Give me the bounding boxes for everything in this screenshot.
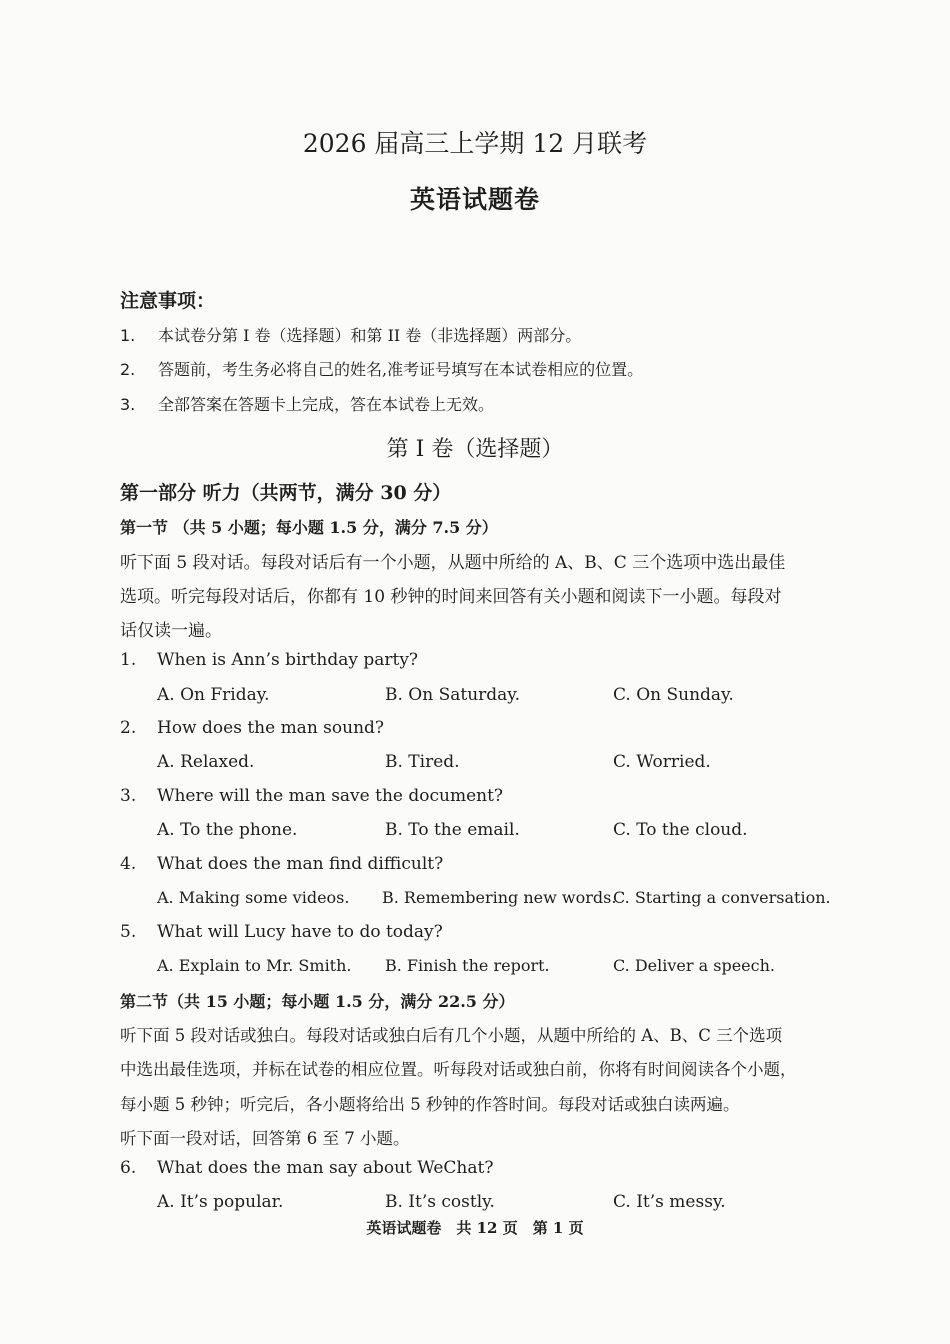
question-text: What does the man find difficult? <box>157 854 444 874</box>
question-3 <box>120 786 503 806</box>
question-text: What does the man say about WeChat? <box>157 1158 494 1178</box>
question-number: 4. <box>120 854 137 874</box>
notice-text: 答题前，考生务必将自己的姓名,准考证号填写在本试卷相应的位置。 <box>158 360 644 379</box>
question-5 <box>120 922 443 942</box>
option-b: B. To the email. <box>385 820 520 840</box>
notice-number: 3. <box>120 395 136 414</box>
section1-instruction-line: 选项。听完每段对话后，你都有 10 秒钟的时间来回答有关小题和阅读下一小题。每段对 <box>120 587 782 607</box>
question-number: 6. <box>120 1158 137 1178</box>
question-6 <box>120 1158 493 1178</box>
exam-subtitle: 英语试题卷 <box>409 185 540 214</box>
option-c: C. Deliver a speech. <box>613 956 775 975</box>
section2-instruction-line: 听下面一段对话，回答第 6 至 7 小题。 <box>120 1129 410 1148</box>
section1-instruction-line: 听下面 5 段对话。每段对话后有一个小题，从题中所给的 A、B、C 三个选项中选出最佳 <box>120 553 786 573</box>
option-b: B. Tired. <box>385 752 460 772</box>
option-b: B. On Saturday. <box>385 685 521 705</box>
exam-title: 2026 届高三上学期 12 月联考 <box>302 129 648 158</box>
question-number: 3. <box>120 786 137 806</box>
option-a: A. To the phone. <box>157 820 298 840</box>
option-a: A. Relaxed. <box>157 752 255 772</box>
section2-instruction-line: 每小题 5 秒钟；听完后，各小题将给出 5 秒钟的作答时间。每段对话或独白读两遍。 <box>120 1095 740 1114</box>
notice-text: 全部答案在答题卡上完成，答在本试卷上无效。 <box>158 395 495 414</box>
question-4 <box>120 854 443 874</box>
question-text: What will Lucy have to do today? <box>157 922 443 942</box>
question-text: How does the man sound? <box>157 718 385 738</box>
option-c: C. On Sunday. <box>613 685 734 705</box>
question-2 <box>120 718 384 738</box>
page-footer: 英语试题卷 共 12 页 第 1 页 <box>366 1219 584 1237</box>
question-number: 5. <box>120 922 137 942</box>
question-number: 1. <box>120 650 137 670</box>
question-1 <box>120 650 418 670</box>
option-c: C. Starting a conversation. <box>613 888 831 907</box>
notice-text: 本试卷分第 I 卷（选择题）和第 II 卷（非选择题）两部分。 <box>158 326 582 345</box>
question-text: Where will the man save the document? <box>157 786 504 806</box>
section2-instruction-line: 听下面 5 段对话或独白。每段对话或独白后有几个小题，从题中所给的 A、B、C 三个选项 <box>120 1026 783 1045</box>
option-b: B. Remembering new words. <box>382 888 617 907</box>
question-text: When is Ann’s birthday party? <box>157 650 419 670</box>
option-c: C. Worried. <box>613 752 711 772</box>
section1-heading: 第一节 （共 5 小题；每小题 1.5 分，满分 7.5 分） <box>120 518 498 537</box>
option-a: A. It’s popular. <box>157 1192 284 1212</box>
option-a: A. On Friday. <box>157 685 270 705</box>
notice-item <box>120 323 581 346</box>
notice-item <box>120 392 494 415</box>
option-a: A. Explain to Mr. Smith. <box>157 956 352 975</box>
notice-item <box>120 357 643 380</box>
section1-instruction-line: 话仅读一遍。 <box>120 621 222 641</box>
section2-instruction-line: 中选出最佳选项，并标在试卷的相应位置。听每段对话或独白前，你将有时间阅读各个小题， <box>120 1060 797 1079</box>
notice-number: 2. <box>120 360 136 379</box>
notice-heading: 注意事项： <box>120 290 216 312</box>
section2-heading: 第二节（共 15 小题；每小题 1.5 分，满分 22.5 分） <box>120 992 515 1011</box>
question-number: 2. <box>120 718 137 738</box>
part1-title: 第一部分 听力（共两节，满分 30 分） <box>120 482 452 504</box>
notice-number: 1. <box>120 326 136 345</box>
option-c: C. To the cloud. <box>613 820 748 840</box>
volume-title: 第 I 卷（选择题） <box>386 437 564 462</box>
option-b: B. It’s costly. <box>385 1192 495 1212</box>
option-b: B. Finish the report. <box>385 956 550 975</box>
option-c: C. It’s messy. <box>613 1192 726 1212</box>
option-a: A. Making some videos. <box>157 888 350 907</box>
